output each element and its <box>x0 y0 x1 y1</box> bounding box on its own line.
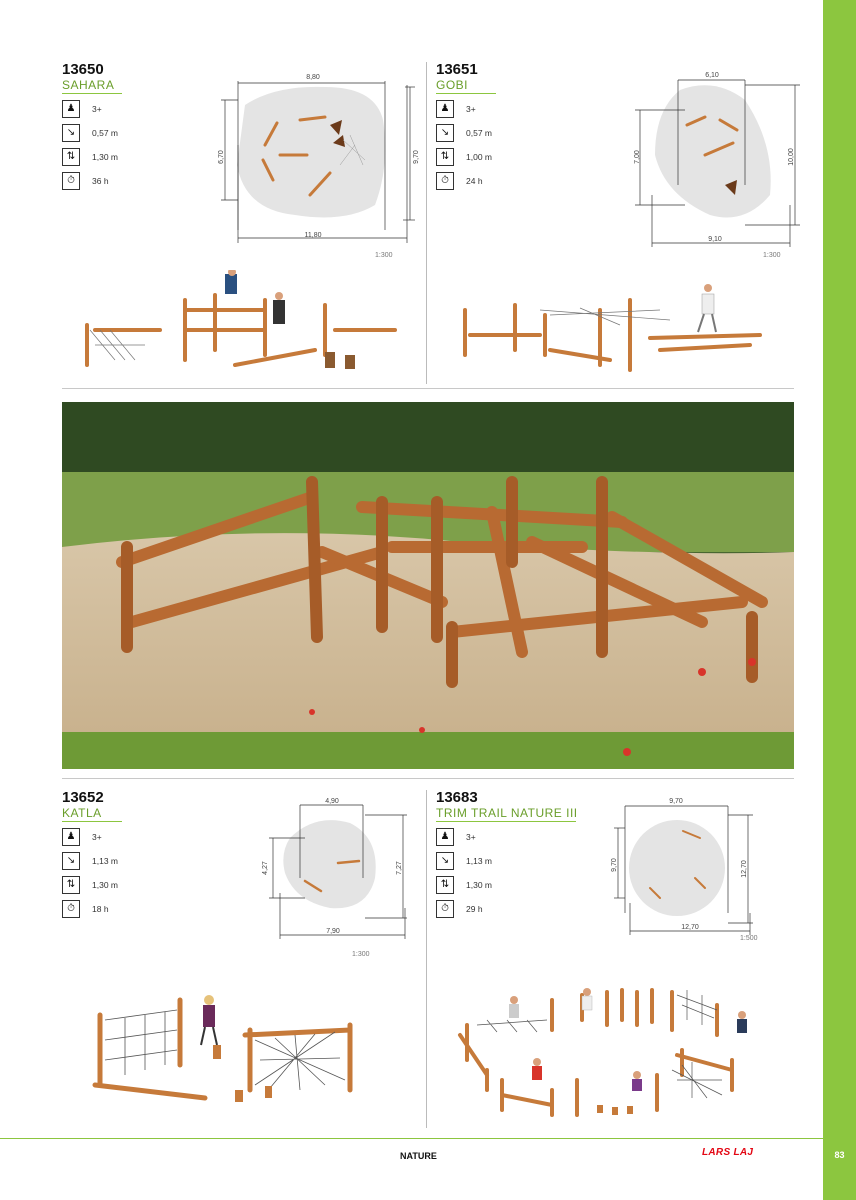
spec-fall-height: ↘ 0,57 m <box>436 123 496 142</box>
product-number: 13650 <box>62 61 104 78</box>
row-divider <box>62 778 794 779</box>
plan-drawing-13651 <box>625 65 815 250</box>
plan-width-bottom: 11,80 <box>304 232 322 239</box>
plan-width-bottom: 9,10 <box>708 236 722 243</box>
free-height-icon: ⇅ <box>436 876 454 894</box>
page-number: 83 <box>834 1150 845 1160</box>
plan-drawing-13652 <box>255 793 415 943</box>
product-13651-specs <box>436 62 496 190</box>
plan-height-left: 6,70 <box>218 150 225 164</box>
children-icon: ♟ <box>436 100 454 118</box>
render-image-13683 <box>452 980 782 1125</box>
fall-height-icon: ↘ <box>436 852 454 870</box>
fall-height-icon: ↘ <box>62 124 80 142</box>
spec-age: ♟ 3+ <box>62 827 122 846</box>
spec-fall-height: ↘ 0,57 m <box>62 123 122 142</box>
plan-width-top: 8,80 <box>306 74 320 81</box>
plan-scale: 1:300 <box>375 252 393 259</box>
spec-age: ♟ 3+ <box>62 99 122 118</box>
fall-height-icon: ↘ <box>62 852 80 870</box>
plan-height-left: 9,70 <box>611 858 618 872</box>
render-image-13651 <box>450 270 780 380</box>
spec-free-height: ⇅ 1,30 m <box>62 875 122 894</box>
spec-fall-height: ↘ 1,13 m <box>436 851 578 870</box>
plan-drawing-13650 <box>215 65 420 245</box>
brand-logo: LARS LAJ <box>702 1147 754 1158</box>
side-color-bar <box>823 0 856 1200</box>
plan-width-top: 9,70 <box>669 798 683 805</box>
name-underline <box>62 93 122 94</box>
plan-width-bottom: 7,90 <box>326 928 340 935</box>
plan-height-left: 4,27 <box>262 861 269 875</box>
spec-install-time: ⏱ 24 h <box>436 171 496 190</box>
free-height-icon: ⇅ <box>436 148 454 166</box>
plan-width-top: 4,90 <box>325 798 339 805</box>
children-icon: ♟ <box>436 828 454 846</box>
spec-free-height: ⇅ 1,30 m <box>436 875 578 894</box>
plan-height-right: 10,00 <box>788 148 795 166</box>
product-name: KATLA <box>62 806 102 820</box>
spec-install-time: ⏱ 36 h <box>62 171 122 190</box>
playground-photo <box>62 402 794 769</box>
spec-free-height: ⇅ 1,00 m <box>436 147 496 166</box>
product-13650-specs <box>62 62 122 190</box>
footer-divider <box>0 1138 823 1139</box>
render-image-13652 <box>85 990 375 1110</box>
children-icon: ♟ <box>62 100 80 118</box>
plan-height-right: 9,70 <box>413 150 420 164</box>
spec-free-height: ⇅ 1,30 m <box>62 147 122 166</box>
plan-width-top: 6,10 <box>705 72 719 79</box>
product-name: GOBI <box>436 78 469 92</box>
name-underline <box>62 821 122 822</box>
render-image-13650 <box>75 270 405 380</box>
spec-age: ♟ 3+ <box>436 99 496 118</box>
product-name: SAHARA <box>62 78 115 92</box>
fall-height-icon: ↘ <box>436 124 454 142</box>
product-name: TRIM TRAIL NATURE III <box>436 806 578 820</box>
spec-age: ♟ 3+ <box>436 827 578 846</box>
footer-section-label: NATURE <box>400 1151 437 1161</box>
stopwatch-icon: ⏱ <box>436 900 454 918</box>
stopwatch-icon: ⏱ <box>62 172 80 190</box>
free-height-icon: ⇅ <box>62 148 80 166</box>
spec-fall-height: ↘ 1,13 m <box>62 851 122 870</box>
plan-scale: 1:500 <box>740 935 758 942</box>
plan-scale: 1:300 <box>352 951 370 958</box>
product-13683-specs <box>436 790 578 918</box>
column-divider <box>426 62 427 384</box>
stopwatch-icon: ⏱ <box>436 172 454 190</box>
plan-height-left: 7,00 <box>634 150 641 164</box>
row-divider <box>62 388 794 389</box>
plan-drawing-13683 <box>605 793 765 938</box>
name-underline <box>436 821 576 822</box>
plan-scale: 1:300 <box>763 252 781 259</box>
free-height-icon: ⇅ <box>62 876 80 894</box>
plan-width-bottom: 12,70 <box>681 924 699 931</box>
spec-install-time: ⏱ 18 h <box>62 899 122 918</box>
product-13652-specs <box>62 790 122 918</box>
name-underline <box>436 93 496 94</box>
stopwatch-icon: ⏱ <box>62 900 80 918</box>
product-number: 13652 <box>62 789 104 806</box>
children-icon: ♟ <box>62 828 80 846</box>
plan-height-right: 12,70 <box>741 860 748 878</box>
spec-install-time: ⏱ 29 h <box>436 899 578 918</box>
column-divider <box>426 790 427 1128</box>
product-number: 13683 <box>436 789 478 806</box>
product-number: 13651 <box>436 61 478 78</box>
plan-height-right: 7,27 <box>396 861 403 875</box>
